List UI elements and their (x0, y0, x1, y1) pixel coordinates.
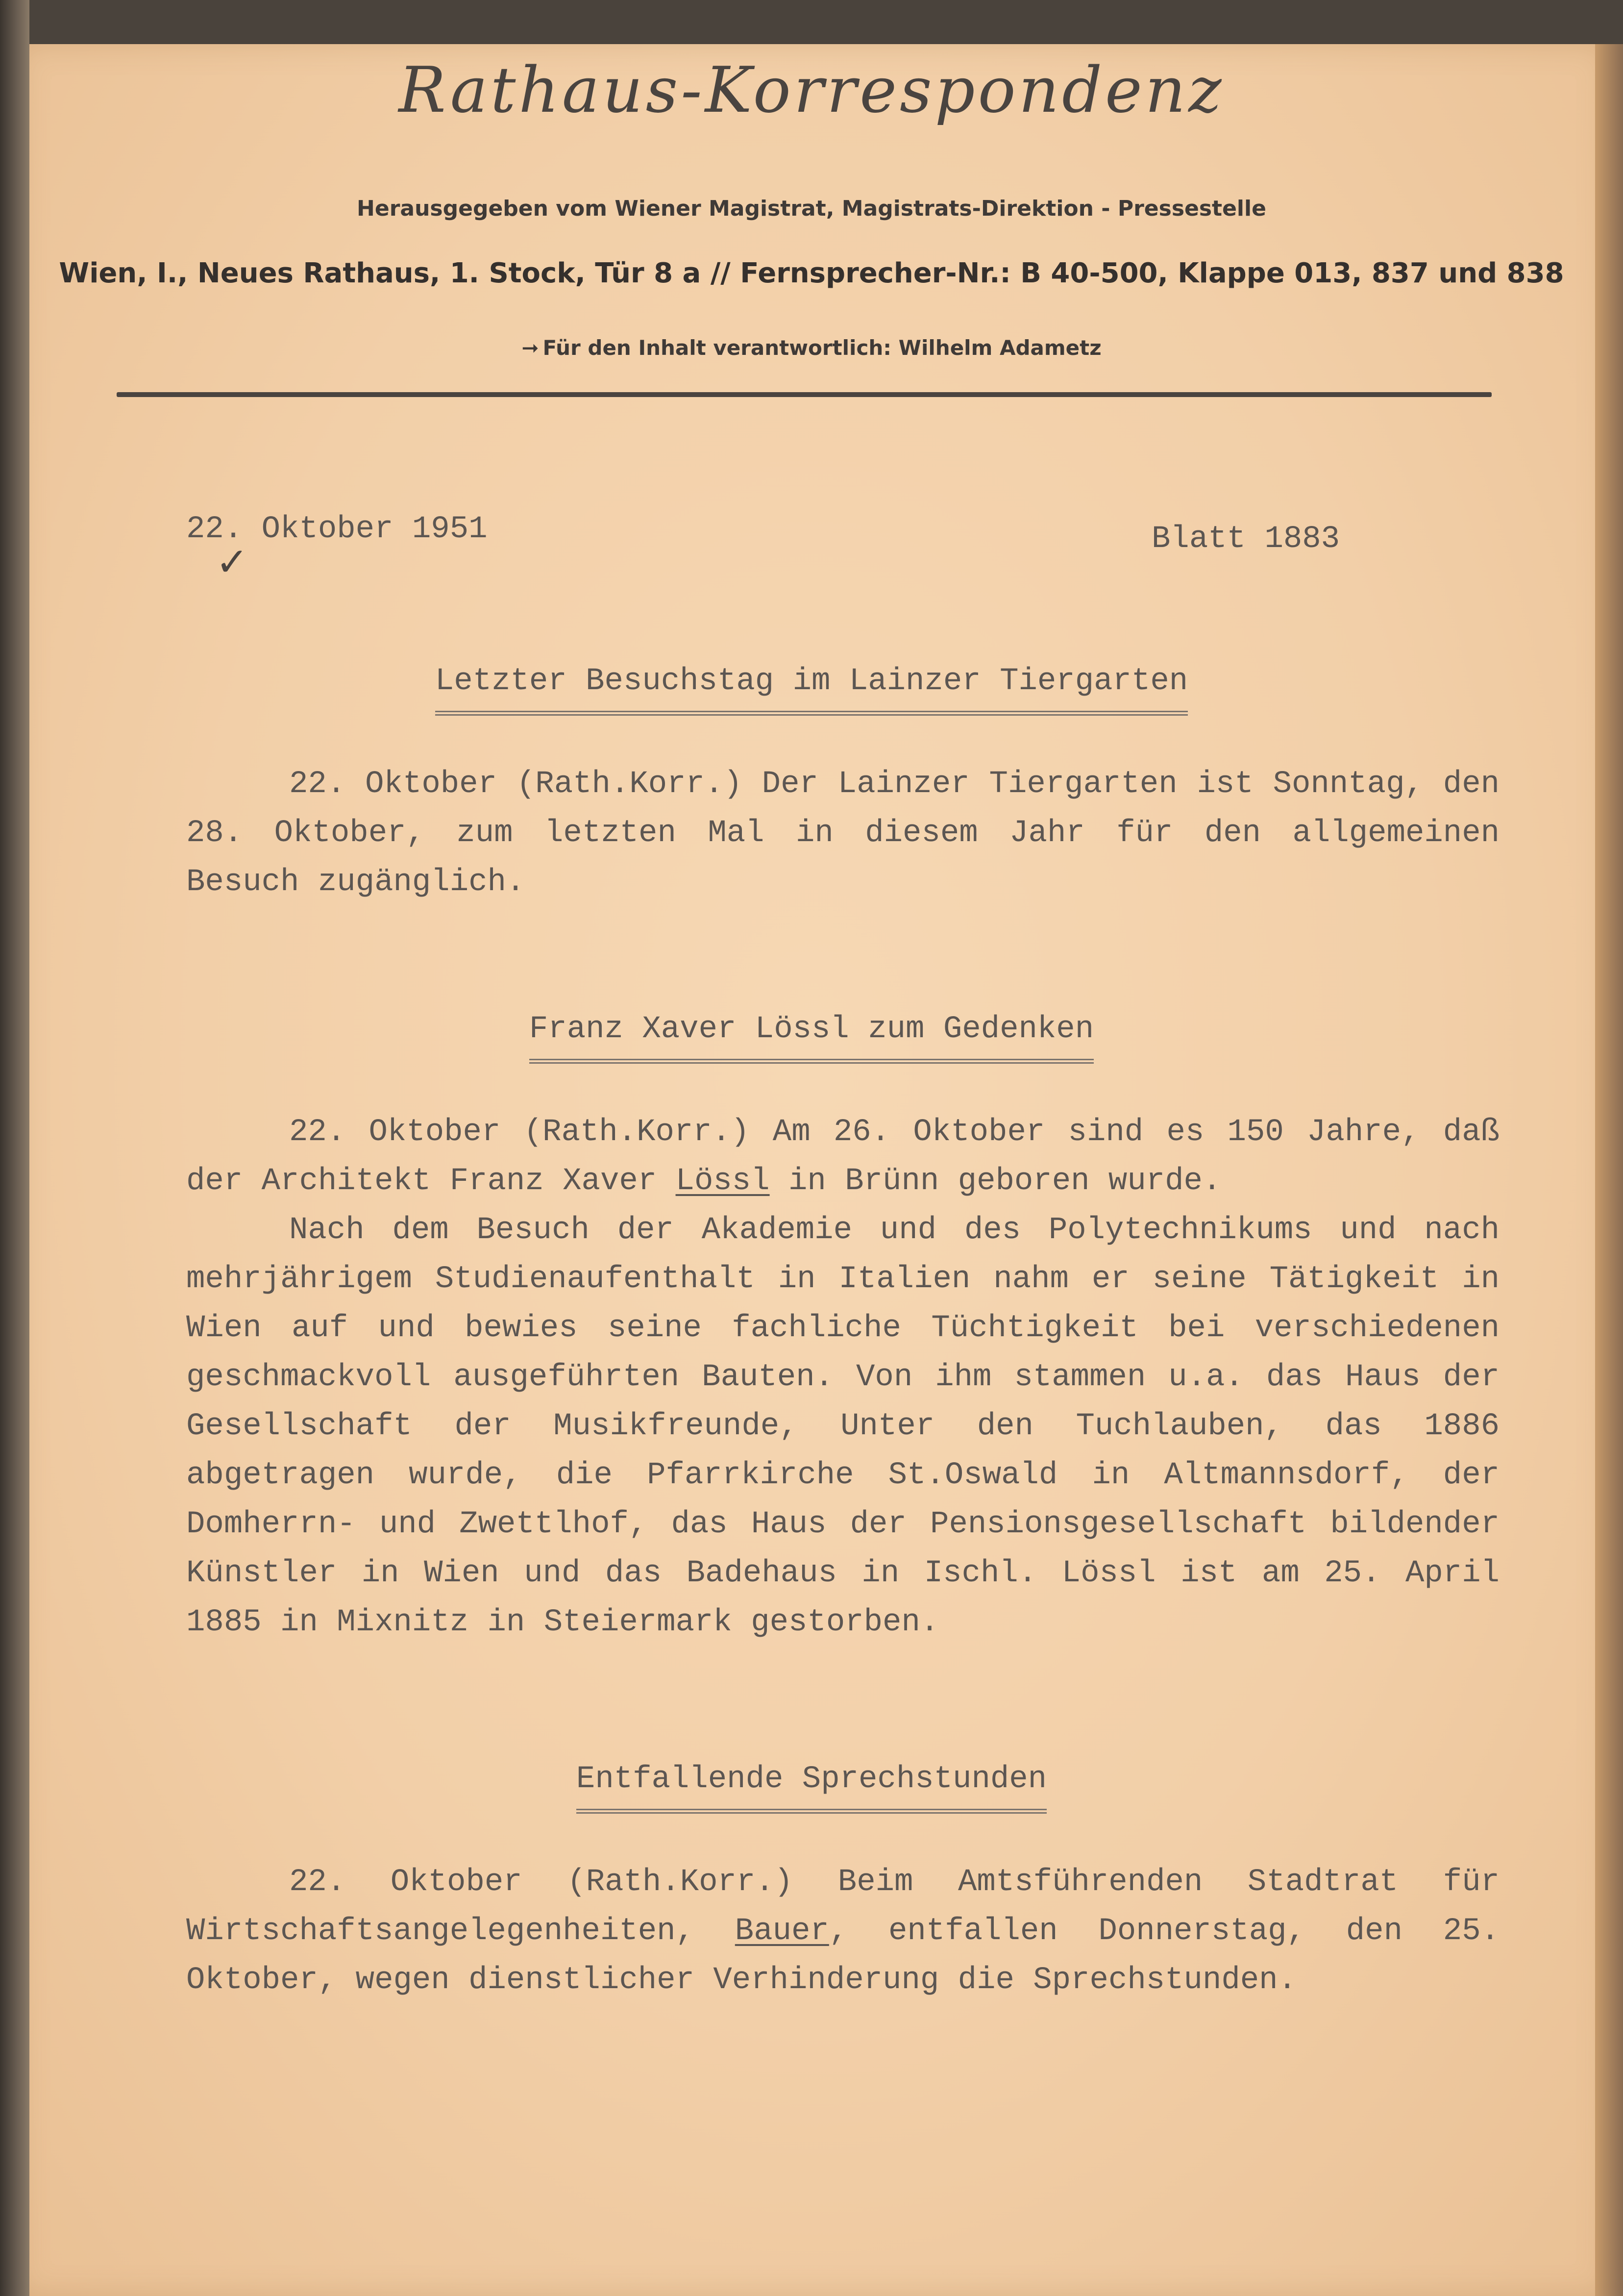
masthead-title: Rathaus-Korrespondenz (398, 54, 1225, 127)
scan-top-background (0, 0, 1623, 44)
masthead-responsible (0, 336, 1623, 360)
article-text: 22. Oktober (Rath.Korr.) Am 26. Oktober sind es 150 Jahre, daß der Architekt Franz Xaver (186, 1115, 1500, 1199)
masthead-publisher: Herausgegeben vom Wiener Magistrat, Magistrats-Direktion - Pressestelle (357, 196, 1266, 221)
article-body (186, 760, 1500, 907)
sheet-number: Blatt 1883 (1152, 522, 1340, 557)
responsible-text: Für den Inhalt verantwortlich: Wilhelm Adametz (542, 336, 1102, 360)
article-text: , entfallen Donnerstag, den 25. Oktober, wegen dienstlicher Verhinderung die Sprechstunden. (186, 1914, 1500, 1998)
checkmark-icon: ✓ (216, 539, 249, 585)
arrow-icon: ➞ (521, 336, 539, 360)
masthead-address: Wien, I., Neues Rathaus, 1. Stock, Tür 8 a // Fernsprecher-Nr.: B 40-500, Klappe 013, 837 und 838 (59, 257, 1564, 289)
heading-text: Entfallende Sprechstunden (576, 1755, 1047, 1814)
article-body (186, 1858, 1500, 2005)
article-text: 22. Oktober (Rath.Korr.) Der Lainzer Tiergarten ist Sonntag, den 28. Oktober, zum letzten Mal in diesem Jahr für den allgemeinen Besuch zugänglich. (186, 767, 1500, 900)
article-text: Nach dem Besuch der Akademie und des Polytechnikums und nach mehrjährigem Studienaufenthalt in Italien nahm er seine Tätigkeit in Wien auf und bewies seine fachliche Tüchtigkeit bei verschiedenen geschmackvoll ausgeführten Bauten. Von ihm stammen u.a. das Haus der Gesellschaft der Musikfreunde, Unter den Tuchlauben, das 1886 abgetragen wurde, die Pfarrkirche St.Oswald in Altmannsdorf, der Domherrn- und Zwettlhof, das Haus der Pensionsgesellschaft bildender Künstler in Wien und das Badehaus in Ischl. Lössl ist am 25. April 1885 in Mixnitz in Steiermark gestorben. (186, 1213, 1500, 1640)
article-body (186, 1108, 1500, 1647)
article-text: 22. Oktober (Rath.Korr.) Beim Amtsführenden Stadtrat für Wirtschaftsangelegenheiten, (186, 1865, 1500, 1949)
page-edge (1595, 44, 1623, 2296)
person-name: Bauer (735, 1914, 829, 1949)
article-heading (0, 657, 1623, 716)
article-text: in Brünn geboren wurde. (788, 1164, 1222, 1199)
masthead-rule (117, 392, 1492, 397)
heading-text: Letzter Besuchstag im Lainzer Tiergarten (435, 657, 1188, 716)
article-heading (0, 1005, 1623, 1064)
heading-text: Franz Xaver Lössl zum Gedenken (529, 1005, 1094, 1064)
document-date: 22. Oktober 1951 (186, 512, 488, 547)
article-heading (0, 1755, 1623, 1814)
person-name: Lössl (675, 1164, 770, 1199)
